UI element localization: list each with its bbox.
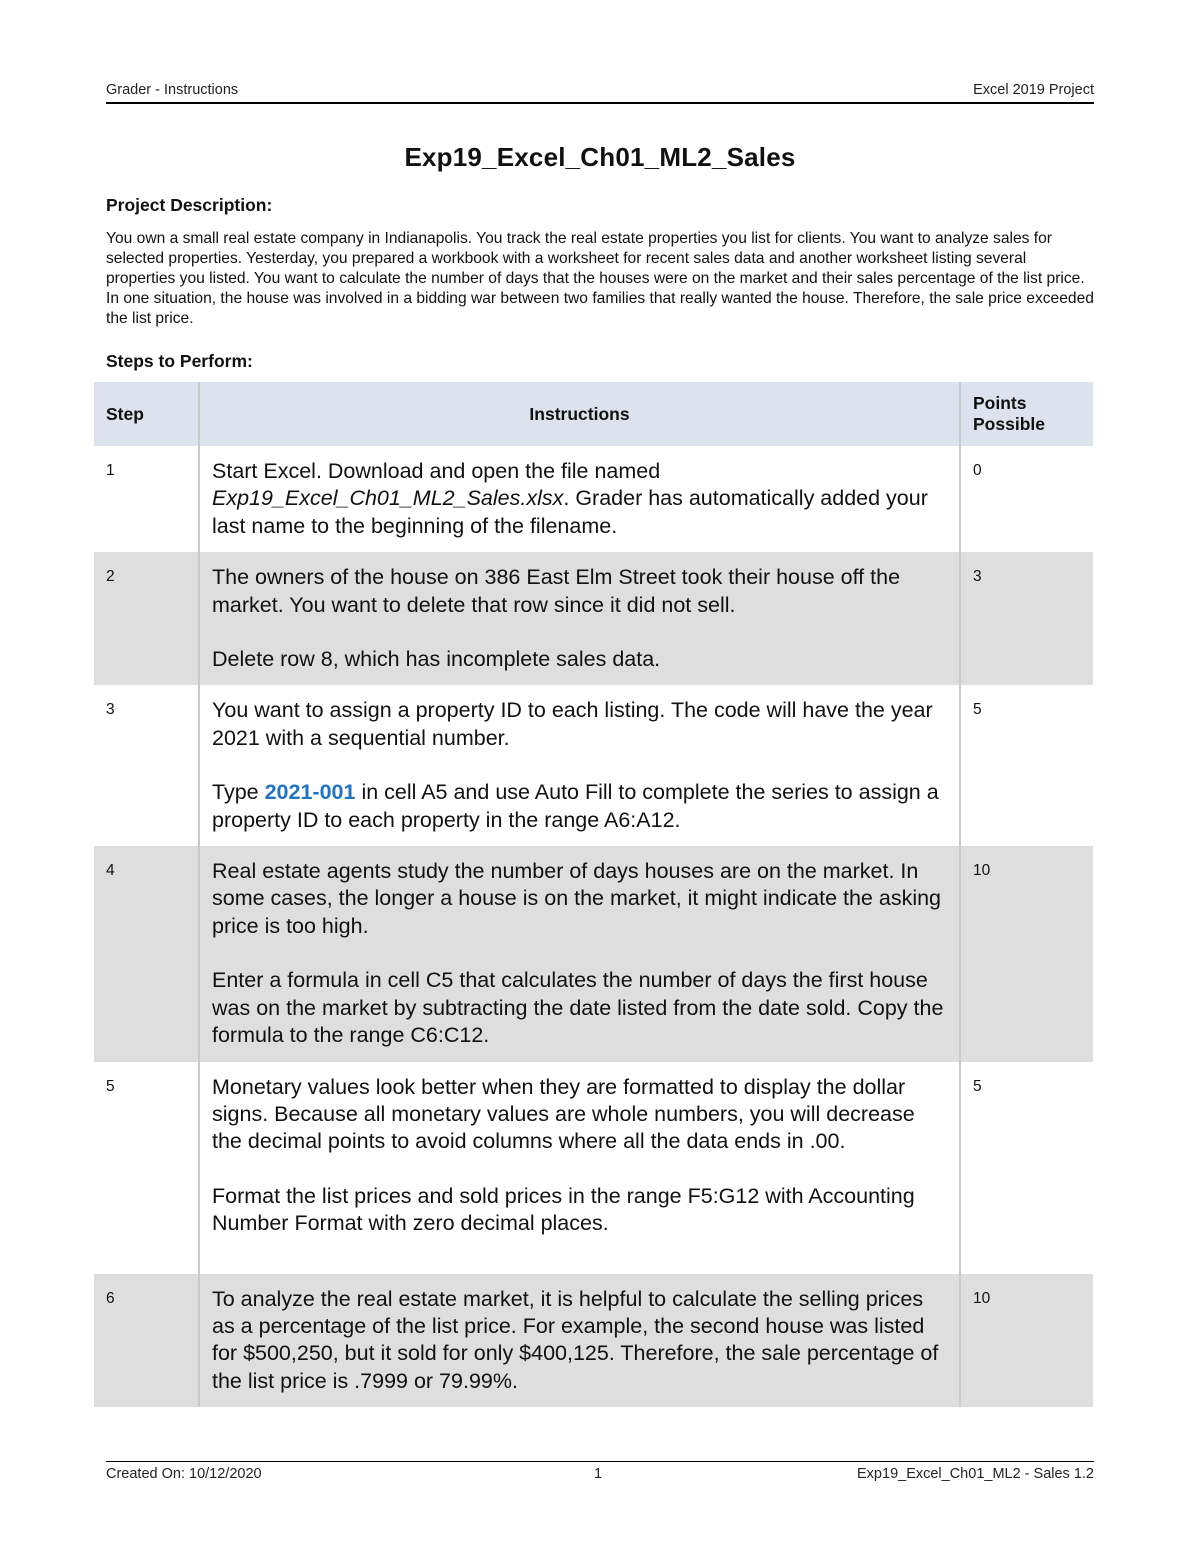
column-header-points: [960, 382, 1093, 446]
page-header: [106, 82, 1094, 102]
footer-file-version: Exp19_Excel_Ch01_ML2 - Sales 1.2: [857, 1466, 1094, 1482]
page-footer: [106, 1466, 1094, 1486]
step-points: 0: [973, 462, 982, 479]
step-number: 3: [94, 685, 199, 846]
table-row: [94, 1274, 1093, 1408]
instruction-paragraph: The owners of the house on 386 East Elm Street took their house off the market. You want to delete that row since it did not sell.: [212, 565, 901, 617]
step-points: 10: [960, 846, 1093, 1061]
filename-text: Exp19_Excel_Ch01_ML2_Sales.xlsx: [212, 486, 564, 511]
points-header-line2: Possible: [973, 414, 1045, 434]
step-number: 6: [94, 1274, 199, 1408]
steps-table-header-row: [94, 382, 1093, 446]
instruction-text: Type: [212, 780, 265, 805]
step-instructions: [199, 446, 960, 552]
project-description-text: You own a small real estate company in Indianapolis. You track the real estate properties you list for clients. You want to analyze sales for selected properties. Yesterday, you prepared a workbook with a worksheet for recent sales data and another worksheet listing several properties you listed. You want to calculate the number of days that the houses were on the market and their sales percentage of the list price. In one situation, the house was involved in a bidding war between two families that really wanted the house. Therefore, the sale price exceeded the list price.: [106, 230, 1094, 327]
step-points: 5: [973, 1077, 982, 1095]
steps-table: [94, 382, 1093, 1407]
header-left-text: Grader - Instructions: [106, 82, 239, 98]
instruction-paragraph: Delete row 8, which has incomplete sales data.: [212, 647, 661, 672]
step-instructions: [199, 1274, 960, 1408]
instruction-paragraph: Format the list prices and sold prices in the range F5:G12 with Accounting Number Format with zero decimal places.: [212, 1183, 915, 1236]
instruction-text: Start Excel. Download and open the file named: [212, 459, 661, 483]
instruction-paragraph: Enter a formula in cell C5 that calculates the number of days the first house was on the market by subtracting the date listed from the date sold. Copy the formula to the range C6:C12.: [212, 968, 944, 1048]
instruction-text: . Grader has automatically added your last name to the beginning of the filename.: [212, 486, 928, 538]
step-instructions: [199, 846, 960, 1061]
column-header-step: Step: [94, 382, 199, 446]
footer-page-number: 1: [594, 1466, 603, 1482]
highlighted-value: 2021-001: [264, 780, 356, 805]
step-instructions: [199, 1062, 960, 1274]
table-row: [94, 846, 1093, 1061]
footer-divider: [106, 1461, 1094, 1462]
step-number: 4: [94, 846, 199, 1061]
header-right-text: Excel 2019 Project: [973, 82, 1094, 98]
instruction-paragraph: To analyze the real estate market, it is helpful to calculate the selling prices as a percentage of the list price. For example, the second house was listed for $500,250, but it sold for only $400,125. Therefore, the sale percentage of the list price is .7999 or 79.99%.: [212, 1286, 939, 1393]
header-divider: [106, 102, 1094, 104]
step-instructions: [199, 685, 960, 846]
table-row: [94, 446, 1093, 552]
footer-created-on: Created On: 10/12/2020: [106, 1466, 262, 1482]
column-header-instructions: Instructions: [199, 382, 960, 446]
step-points: 5: [973, 701, 982, 719]
table-row: [94, 1062, 1093, 1274]
step-points: 3: [960, 552, 1093, 685]
instruction-paragraph: [212, 779, 947, 834]
points-header-line1: Points: [973, 393, 1027, 413]
table-row: [94, 685, 1093, 846]
project-description-heading: Project Description:: [106, 195, 273, 215]
document-title: Exp19_Excel_Ch01_ML2_Sales: [404, 142, 796, 172]
step-number: 5: [94, 1062, 199, 1274]
instruction-paragraph: [212, 458, 947, 540]
step-number: 1: [94, 446, 199, 552]
instruction-paragraph: Real estate agents study the number of days houses are on the market. In some cases, the longer a house is on the market, it might indicate the asking price is too high.: [212, 859, 942, 938]
step-instructions: [199, 552, 960, 685]
instruction-paragraph: Monetary values look better when they are formatted to display the dollar signs. Because all monetary values are whole numbers, you will decrease the decimal points to avoid columns where all the data ends in .00.: [212, 1074, 915, 1154]
step-points: 10: [960, 1274, 1093, 1408]
steps-heading: Steps to Perform:: [106, 351, 253, 371]
instruction-paragraph: You want to assign a property ID to each listing. The code will have the year 2021 with a sequential number.: [212, 698, 933, 750]
step-number: 2: [94, 552, 199, 685]
table-row: [94, 552, 1093, 685]
instruction-text: in cell A5 and use Auto Fill to complete the series to assign a property ID to each property in the range A6:A12.: [212, 780, 939, 832]
